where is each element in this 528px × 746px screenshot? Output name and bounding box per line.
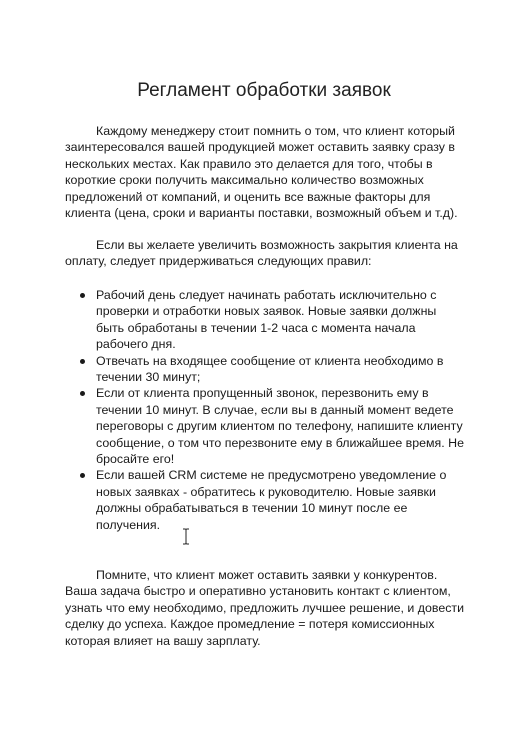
list-item [65,467,467,533]
rule-text: Рабочий день следует начинать работать исключительно с проверки и отработки новых заявок. Новые заявки должны быть обработаны в течении 1-2 часа с момента начала рабочего дня. [96,288,437,352]
list-item [65,353,467,386]
rules-list [65,287,467,533]
rule-text: Если вашей CRM системе не предусмотрено уведомление о новых заявках - обратитесь к руководителю. Новые заявки должны обрабатываться в течении 10 минут после ее получения. [96,468,447,532]
rule-text: Если от клиента пропущенный звонок, перезвонить ему в течении 10 минут. В случае, если вы в данный момент ведете переговоры с другим клиентом по телефону, напишите клиенту сообщение, о том что перезвоните ему в ближайшее время. Не бросайте его! [96,386,464,467]
bullet-icon [80,473,85,478]
closing-paragraph: Помните, что клиент может оставить заявки у конкурентов. Ваша задача быстро и оперативно установить контакт с клиентом, узнать что ему необходимо, предложить лучшее решение, и довести сделку до успеха. Каждое промедление = потеря комиссионных которая влияет на вашу зарплату. [65,568,465,648]
bullet-icon [80,359,85,364]
list-item [65,385,467,467]
intro-paragraph: Каждому менеджеру стоит помнить о том, что клиент который заинтересовался вашей продукцией может оставить заявку сразу в нескольких местах. Как правило это делается для того, чтобы в короткие сроки получить максимально количество возможных предложений от компаний, и оценить все важные факторы для клиента (цена, сроки и варианты поставки, возможный объем и т.д). [65,124,458,221]
text-cursor-icon [181,528,191,545]
document-title: Регламент обработки заявок [137,80,391,101]
bullet-icon [80,293,85,298]
rule-text: Отвечать на входящее сообщение от клиента необходимо в течении 30 минут; [96,353,444,385]
bullet-icon [80,391,85,396]
list-item [65,287,467,353]
rules-intro-paragraph: Если вы желаете увеличить возможность закрытия клиента на оплату, следует придерживаться следующих правил: [65,238,458,269]
